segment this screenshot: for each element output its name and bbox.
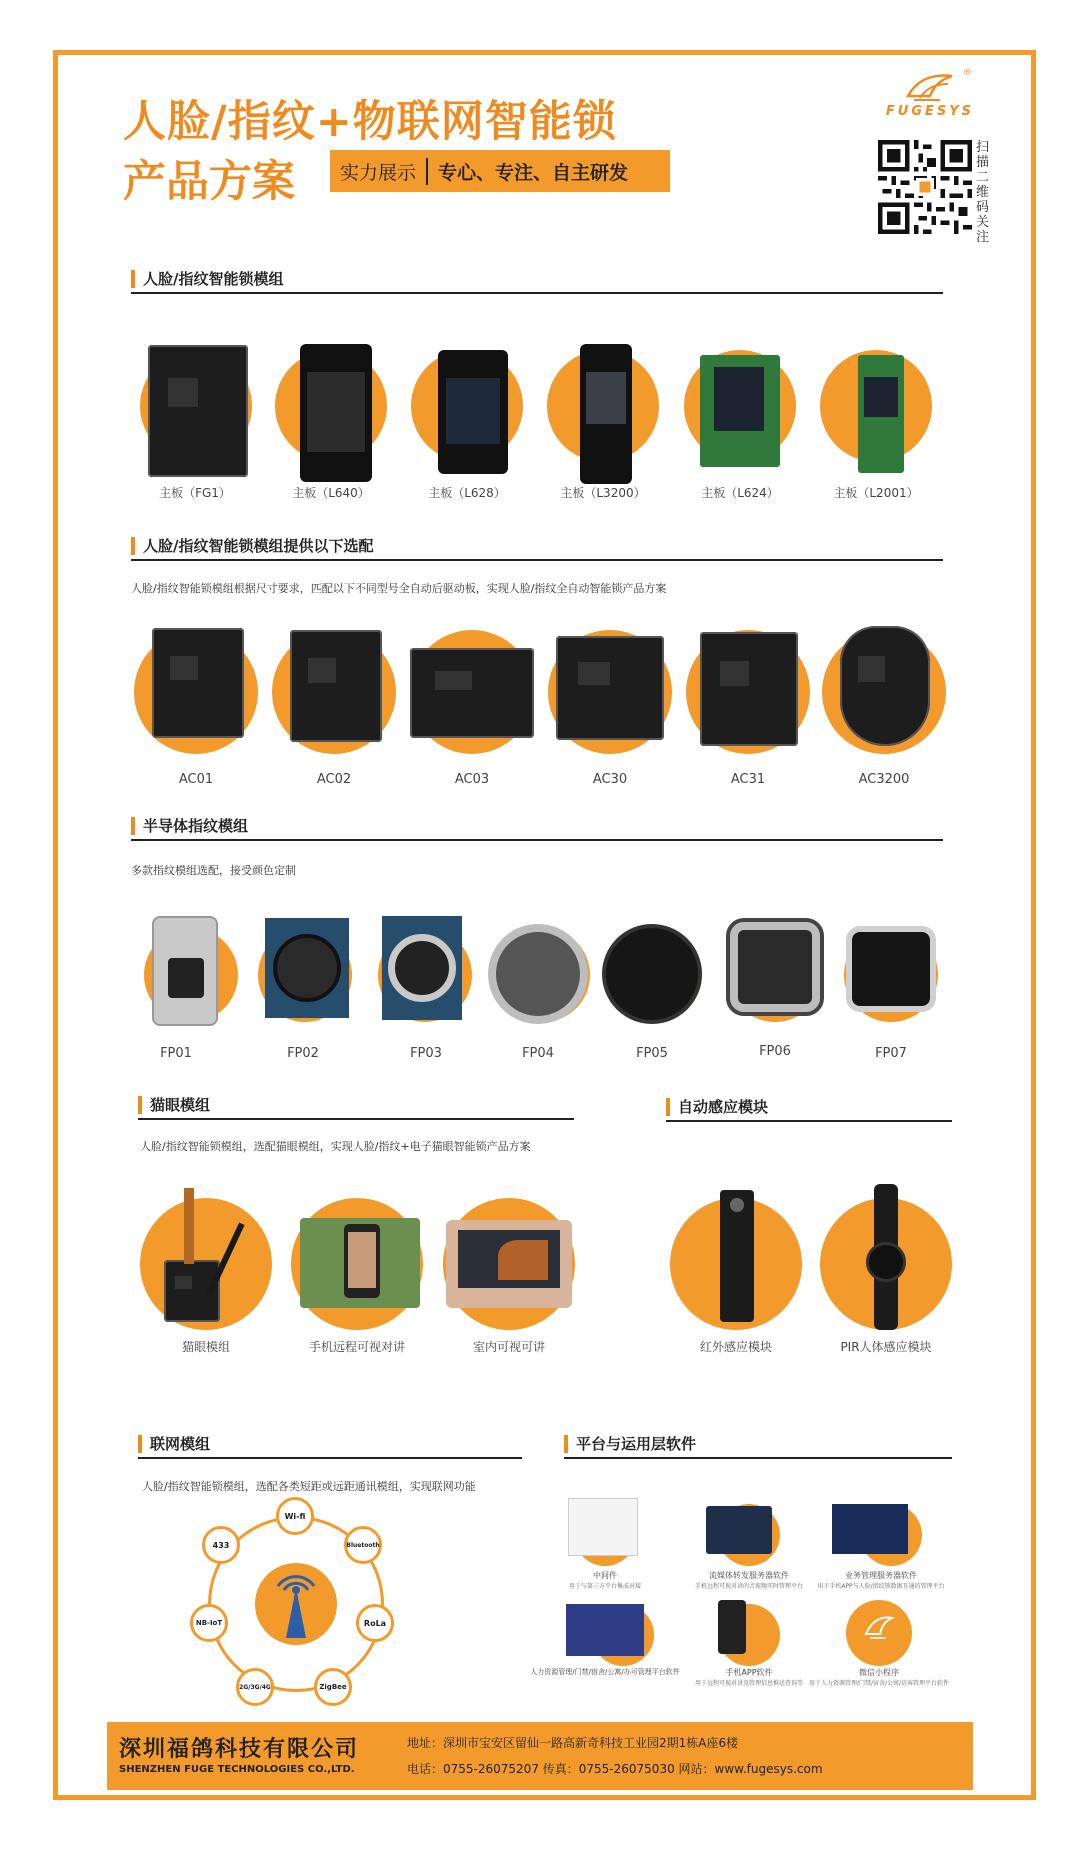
registered-mark: ® [963, 68, 972, 78]
fingerprint-fp07-image [846, 926, 936, 1012]
software-miniprogram-caption: 微信小程序 [859, 1668, 899, 1677]
fingerprint-fp03-caption: FP03 [410, 1046, 442, 1061]
fingerprint-fp05-caption: FP05 [636, 1046, 668, 1061]
company-address: 地址：深圳市宝安区留仙一路高新奇科技工业园2期1栋A座6楼 [407, 1736, 739, 1750]
section-title: 联网模组 [150, 1435, 211, 1453]
mobile-app-image [718, 1600, 746, 1654]
network-node-zigbee: ZigBee [314, 1668, 352, 1706]
fingerprint-fp06-caption: FP06 [759, 1044, 791, 1059]
fingerprint-fp01-image [152, 916, 218, 1026]
section-marker [666, 1098, 670, 1116]
board-ac3200-image [840, 626, 930, 746]
brand-name: FUGESYS [885, 104, 975, 119]
section-header-sensor [666, 1096, 952, 1122]
network-node-cellular: 2G/3G/4G [236, 1668, 274, 1706]
board-ac30-caption: AC30 [592, 772, 628, 787]
mainboard-fg1-image [148, 345, 248, 477]
mainboard-l628-caption: 主板（L628） [428, 486, 506, 500]
software-business-desc: 用于手机APP与人脸/指纹锁数据互通的管理平台 [817, 1583, 945, 1590]
section-description: 人脸/指纹智能锁模组根据尺寸要求，匹配以下不同型号全自动后驱动板，实现人脸/指纹全自动智能锁产品方案 [131, 582, 667, 595]
section-title: 半导体指纹模组 [143, 817, 249, 835]
software-middleware-desc: 用于与第三方平台集成对接 [568, 1583, 641, 1590]
footer-banner [107, 1722, 973, 1790]
mainboard-l2001-image [858, 355, 904, 473]
infrared-sensor-image [720, 1190, 754, 1322]
section-header-fingerprint [131, 815, 943, 841]
dove-logo-icon [862, 1612, 896, 1642]
fingerprint-fp05-image [602, 924, 702, 1024]
fingerprint-fp02-caption: FP02 [287, 1046, 319, 1061]
network-node-rola: RoLa [356, 1604, 394, 1642]
section-description: 人脸/指纹智能锁模组，选配猫眼模组，实现人脸/指纹+电子猫眼智能锁产品方案 [140, 1140, 531, 1153]
indoor-monitor-caption: 室内可视可讲 [472, 1340, 545, 1354]
section-description: 人脸/指纹智能锁模组，选配各类短距或远距通讯模组，实现联网功能 [142, 1480, 476, 1493]
section-title: 自动感应模块 [678, 1098, 769, 1116]
mainboard-l628-image [438, 350, 508, 474]
mainboard-l640-image [300, 344, 372, 482]
section-marker [131, 537, 135, 555]
mainboard-l3200-image [580, 344, 632, 484]
fingerprint-fp01-caption: FP01 [160, 1046, 192, 1061]
company-contact: 电话：0755-26075207 传真：0755-26075030 网站：www.fugesys.com [407, 1762, 823, 1776]
board-ac01-caption: AC01 [178, 772, 214, 787]
section-header-software [564, 1433, 952, 1459]
software-middleware-caption: 中间件 [593, 1571, 617, 1580]
infrared-sensor-caption: 红外感应模块 [699, 1340, 772, 1354]
software-hr-caption: 人力资源管理/门禁/宿舍/公寓/办可管理平台软件 [530, 1668, 680, 1676]
scan-qr-caption: 扫描二维码关注 [976, 140, 990, 245]
mainboard-l624-image [700, 355, 780, 467]
poster-title-line1: 人脸/指纹+物联网智能锁 [123, 97, 617, 147]
section-marker [138, 1435, 142, 1453]
fingerprint-fp03-image [382, 916, 462, 1020]
poster-title-line2: 产品方案 [123, 157, 295, 207]
section-marker [138, 1096, 142, 1114]
software-app-caption: 手机APP软件 [725, 1668, 773, 1677]
qr-code [878, 140, 972, 234]
brand-logo [870, 70, 990, 119]
dove-logo-icon [900, 70, 960, 104]
pir-sensor-caption: PIR人体感应模块 [840, 1340, 932, 1354]
mainboard-l640-caption: 主板（L640） [292, 486, 370, 500]
fingerprint-fp06-image [730, 922, 820, 1012]
section-title: 平台与运用层软件 [576, 1435, 697, 1453]
board-ac30-image [556, 636, 664, 740]
board-ac03-image [410, 648, 534, 738]
middleware-image [568, 1498, 638, 1556]
board-ac01-image [152, 628, 244, 738]
fingerprint-fp02-image [265, 918, 349, 1018]
board-ac02-caption: AC02 [316, 772, 352, 787]
board-ac03-caption: AC03 [454, 772, 490, 787]
fingerprint-fp07-caption: FP07 [875, 1046, 907, 1061]
mainboard-l3200-caption: 主板（L3200） [560, 486, 646, 500]
peephole-module-caption: 猫眼模组 [181, 1340, 230, 1354]
peephole-ribbon-cable [184, 1188, 194, 1264]
streaming-server-image [706, 1506, 772, 1554]
software-app-desc: 用于远程可视对讲及管理信息推送查询等 [694, 1680, 803, 1687]
fingerprint-fp04-image [488, 924, 588, 1024]
company-name-cn: 深圳福鸽科技有限公司 [119, 1737, 360, 1762]
section-marker [564, 1435, 568, 1453]
company-name-en: SHENZHEN FUGE TECHNOLOGIES CO.,LTD. [119, 1764, 355, 1775]
software-miniprogram-desc: 用于人力资源管理/门禁/宿舍/公寓/访客管理平台软件 [808, 1680, 950, 1687]
software-streaming-caption: 流媒体转发服务器软件 [709, 1571, 789, 1580]
section-header-peephole [138, 1094, 574, 1120]
tagline-right: 专心、专注、自主研发 [438, 161, 629, 184]
software-business-caption: 业务管理服务器软件 [845, 1571, 917, 1580]
section-title: 人脸/指纹智能锁模组提供以下选配 [143, 537, 374, 555]
mainboard-l624-caption: 主板（L624） [701, 486, 779, 500]
fingerprint-fp04-caption: FP04 [522, 1046, 554, 1061]
software-streaming-desc: 手机远程可视对讲的音视频实时管理平台 [694, 1583, 803, 1590]
section-header-options [131, 535, 943, 561]
section-header-lock-module [131, 268, 943, 294]
mainboard-l2001-caption: 主板（L2001） [833, 486, 919, 500]
business-server-image [832, 1504, 908, 1554]
network-node-wifi: Wi-fi [276, 1497, 314, 1535]
network-node-nbiot: NB-IoT [190, 1604, 228, 1642]
mainboard-fg1-caption: 主板（FG1） [159, 486, 231, 500]
board-ac3200-caption: AC3200 [858, 772, 910, 787]
network-node-bluetooth: Bluetooth [344, 1526, 382, 1564]
section-marker [131, 270, 135, 288]
board-ac31-caption: AC31 [730, 772, 766, 787]
signal-tower-icon [268, 1568, 324, 1640]
section-header-network [138, 1433, 522, 1459]
board-ac31-image [700, 632, 798, 746]
mobile-intercom-caption: 手机远程可视对讲 [308, 1340, 405, 1354]
board-ac02-image [290, 630, 382, 742]
section-title: 人脸/指纹智能锁模组 [143, 270, 284, 288]
mobile-intercom-image [300, 1218, 420, 1308]
pir-sensor-image [874, 1184, 898, 1330]
tagline-banner [330, 150, 670, 192]
indoor-monitor-image [446, 1220, 572, 1308]
hr-platform-image [566, 1604, 644, 1656]
section-description: 多款指纹模组选配，接受颜色定制 [131, 864, 296, 877]
section-marker [131, 817, 135, 835]
network-node-433: 433 [202, 1526, 240, 1564]
tagline-left: 实力展示 [330, 158, 428, 185]
section-title: 猫眼模组 [150, 1096, 211, 1114]
